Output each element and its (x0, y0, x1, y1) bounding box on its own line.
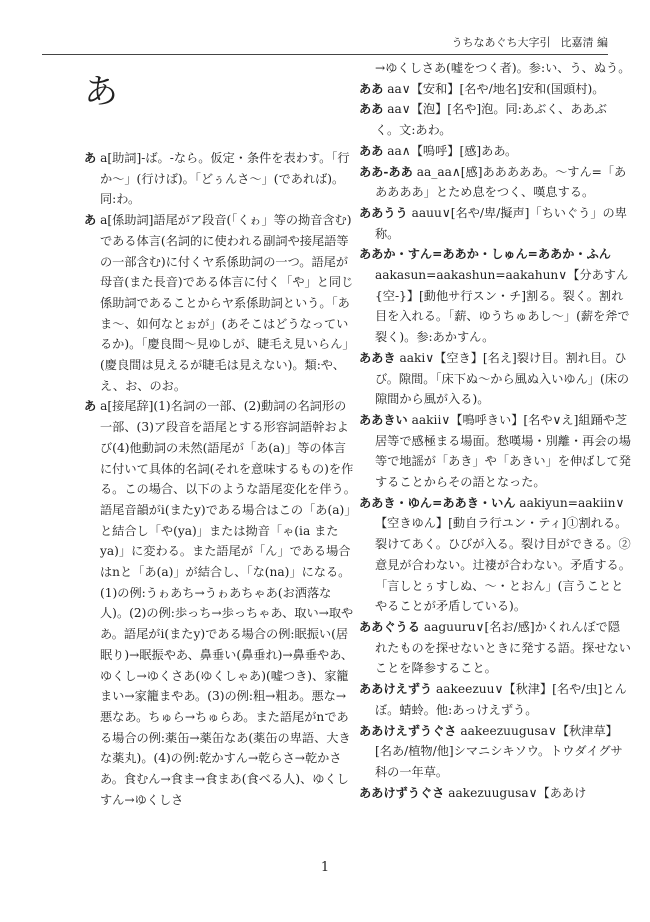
entry-headword: あ (84, 399, 97, 414)
entry-text: aaguuru∨[名お/感]かくれんぼで隠れたものを探せないときに発する語。探せないことを降参すること。 (375, 619, 631, 676)
entry-text: aa∧【嗚呼】[感]ああ。 (387, 143, 518, 158)
dictionary-entry (84, 210, 356, 396)
left-entry-list (84, 148, 356, 811)
entry-headword: ああ (359, 81, 384, 96)
dictionary-entry (359, 141, 631, 162)
entry-headword: あ (84, 213, 97, 228)
entry-headword: ああけえずうぐさ (359, 723, 457, 738)
entry-text: aaki∨【空き】[名え]裂け目。割れ目。ひび。隙間。「床下ぬ～から風ぬ入いゆん」(床の隙間から風が入る)。 (375, 350, 630, 407)
book-title: うちなあぐち大字引 (451, 36, 551, 49)
entry-headword: ああ (359, 143, 384, 158)
dictionary-entry (84, 148, 356, 210)
section-kana: あ (84, 72, 118, 112)
dictionary-entry (359, 348, 631, 410)
left-column (84, 58, 356, 811)
entry-headword: ああ-ああ (359, 164, 413, 179)
entry-text: aakasun=aakashun=aakahun∨【分あすん{空-}】[動他サ行スン・チ]割る。裂く。割れ目を入れる。「薪、ゆうちゅあし～」(薪を斧で裂く)。参:あかすん。 (375, 268, 630, 345)
entry-text: a[接尾辞](1)名詞の一部、(2)動詞の名詞形の一部、(3)ア段音を語尾とする形容詞語幹および(4)他動詞の未然(語尾が「あ(a)」等の体言に付いて具体的名詞(それを意味するもの)を作る。この場合、以下のような語尾変化を伴う。語尾音韻がi(またy)である場合はこの「あ(a)」と結合し「や(ya)」または拗音「ゃ(ia また ya)」に変わる。また語尾が「ん」である場合はnと「あ(a)」が結合し、「な(na)」になる。(1)の例:うゎあち→うゎあちゃあ(お洒落な人)。(2)の例:歩っち→歩っちゃあ、取い→取やあ。語尾がi(またy)である場合の例:眠振い(居眠り)→眠振やあ、鼻垂い(鼻垂れ)→鼻垂やあ、ゆくし→ゆくさあ(ゆくしゃあ)(嘘つき)、家籠まい→家籠まやあ。(3)の例:粗→粗あ。悪な→悪なあ。ちゅら→ちゅらあ。また語尾がnである場合の例:薬缶→薬缶なあ(薬缶の卑語、大きな薬丸)。(4)の例:乾かすん→乾らさ→乾かさあ。食むん→食ま→食まあ(食べる人)、ゆくしすん→ゆくしさ (100, 399, 356, 807)
entry-text: a[助詞]-ば。-なら。仮定・条件を表わす。「行か～」(行けば)。「どぅんさ～」(であれば)。同:わ。 (100, 151, 350, 207)
right-column (359, 58, 631, 803)
entry-text: aakezuugusa∨【ああけ (448, 785, 587, 800)
entry-headword: あ (84, 151, 97, 165)
running-header (42, 34, 608, 55)
entry-text: aa∨【泡】[名や]泡。同:あぶく、ああぶく。文:あわ。 (375, 102, 607, 138)
entry-headword: ああ (359, 102, 384, 117)
entry-headword: ああけえずう (359, 682, 433, 697)
dictionary-entry (359, 162, 631, 203)
continued-text: →ゆくしさあ(嘘をつく者)。参:い、う、ぬう。 (375, 61, 631, 75)
dictionary-entry (84, 396, 356, 810)
entry-text: aa∨【安和】[名や/地名]安和(国頭村)。 (387, 81, 605, 96)
entry-headword: ああぐうる (359, 619, 420, 634)
right-entry-list (359, 79, 631, 804)
entry-text: aakeezuugusa∨【秋津草】[名あ/植物/他]シマニシキソウ。トウダイグサ科の一年草。 (375, 723, 623, 779)
entry-headword: ああき (359, 350, 396, 365)
dictionary-entry (359, 493, 631, 617)
entry-headword: ああきい (359, 412, 408, 427)
entry-text: aakii∨【鳴呼きい】[名や∨え]組踊や芝居等で感極まる場面。愁嘆場・別離・再会の場等で地謡が「あき」や「あきい」を伸ばして発することからその語となった。 (375, 412, 631, 490)
entry-text: aakiyun=aakiin∨【空きゆん】[動自ラ行ユン・ティ]①割れる。裂けてあく。ひびが入る。裂け目ができる。②意見が合わない。辻褄が合わない。矛盾する。「言しとぅすしぬ、～・とおん」(言うこととやることが矛盾している)。 (375, 495, 631, 614)
dictionary-entry (359, 79, 631, 100)
dictionary-entry (359, 783, 631, 804)
page-number: 1 (320, 860, 330, 875)
entry-headword: ああか・すん=ああか・しゅん=ああか・ふん (359, 247, 611, 262)
dictionary-entry (359, 410, 631, 493)
entry-headword: ああうう (359, 205, 408, 220)
entry-text: a[係助詞]語尾がア段音(「くゎ」等の拗音含む)である体言(名詞的に使われる副詞や接尾語等の一部含む)に付くヤ系係助詞の一つ。語尾が母音(また長音)である体言に付く「や」と同じ係助詞であることからヤ系係助詞という。「あま～、如何なとぉが」(あそこはどうなっているか)。「慶良間～見ゆしが、睫毛え見いらん」(慶良間は見えるが睫毛は見えない)。類:や、え、お、のお。 (100, 213, 355, 393)
dictionary-entry (359, 617, 631, 679)
dictionary-entry (359, 203, 631, 244)
dictionary-entry (359, 99, 631, 140)
dictionary-entry (359, 244, 631, 348)
entry-headword: ああけずうぐさ (359, 785, 445, 800)
entry-headword: ああき・ゆん=ああき・いん (359, 495, 516, 510)
dictionary-entry (359, 679, 631, 720)
dictionary-entry (359, 721, 631, 783)
book-author: 比嘉清 編 (560, 36, 608, 49)
entry-text: aauu∨[名や/卑/擬声]「ちいぐう」の卑称。 (375, 205, 627, 241)
entry-text: aakeezuu∨【秋津】[名や/虫]とんぼ。蜻蛉。他:あっけえずう。 (375, 682, 627, 717)
entry-text: aa_aa∧[感]あああああ。～すん=「あああああ」とため息をつく、嘆息する。 (375, 164, 627, 200)
